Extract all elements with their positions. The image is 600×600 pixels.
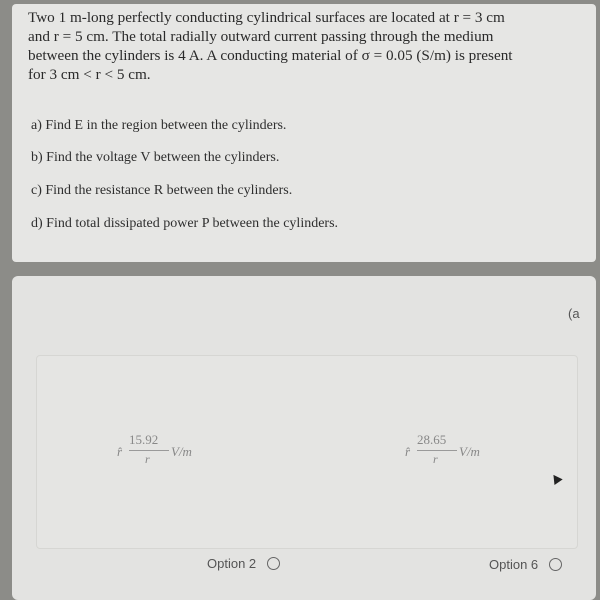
option-6-label[interactable]: Option 6 bbox=[489, 557, 539, 572]
option-6-unit: V/m bbox=[459, 444, 480, 459]
option-2-denominator: r bbox=[145, 452, 150, 466]
option-2-unit: V/m bbox=[171, 444, 192, 459]
unit-vector-r: r̂ bbox=[405, 444, 411, 459]
unit-vector-r: r̂ bbox=[117, 444, 123, 459]
part-b: b) Find the voltage V between the cylinders. bbox=[31, 150, 280, 165]
question-line-4: for 3 cm < r < 5 cm. bbox=[28, 66, 151, 83]
question-text bbox=[28, 8, 588, 84]
fraction-bar bbox=[129, 450, 169, 451]
question-line-3: between the cylinders is 4 A. A conducting material of σ = 0.05 (S/m) is present bbox=[28, 47, 513, 64]
question-line-2: and r = 5 cm. The total radially outward current passing through the medium bbox=[28, 28, 494, 45]
option-2-label[interactable]: Option 2 bbox=[207, 556, 257, 571]
fraction-bar bbox=[417, 450, 457, 451]
part-d: d) Find total dissipated power P between the cylinders. bbox=[31, 216, 339, 231]
part-a: a) Find E in the region between the cylinders. bbox=[31, 118, 287, 133]
option-6-numerator: 28.65 bbox=[417, 432, 447, 447]
question-line-1: Two 1 m-long perfectly conducting cylindrical surfaces are located at r = 3 cm bbox=[28, 9, 505, 26]
option-6-radio[interactable] bbox=[549, 558, 562, 571]
option-2-numerator: 15.92 bbox=[129, 432, 159, 447]
corner-label: (a bbox=[568, 306, 580, 321]
part-c: c) Find the resistance R between the cylinders. bbox=[31, 183, 293, 198]
option-6-denominator: r bbox=[433, 452, 438, 466]
option-2-radio[interactable] bbox=[267, 557, 280, 570]
question-card bbox=[12, 4, 596, 262]
